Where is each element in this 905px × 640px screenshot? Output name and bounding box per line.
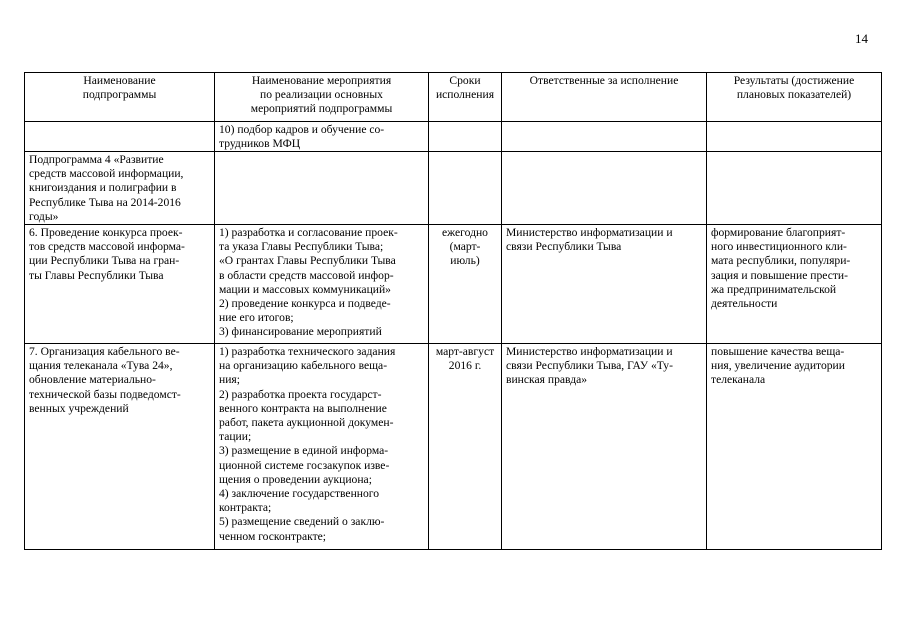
cell-deadline <box>429 152 502 225</box>
header-responsible: Ответственные за исполнение <box>502 73 707 122</box>
cell-responsible: Министерство информатизации и связи Республики Тыва, ГАУ «Ту- винская правда» <box>502 344 707 550</box>
program-table <box>24 72 882 550</box>
cell-subprogram: 7. Организация кабельного ве- щания телеканала «Тува 24», обновление материально- технической базы подведомст- венных учреждений <box>25 344 215 550</box>
cell-responsible: Министерство информатизации и связи Республики Тыва <box>502 225 707 344</box>
cell-activity <box>215 152 429 225</box>
cell-responsible <box>502 152 707 225</box>
header-subprogram: Наименование подпрограммы <box>25 73 215 122</box>
table-row <box>25 152 882 225</box>
cell-subprogram: 6. Проведение конкурса проек- тов средств массовой информа- ции Республики Тыва на гран- ты Главы Республики Тыва <box>25 225 215 344</box>
cell-deadline: ежегодно (март- июль) <box>429 225 502 344</box>
cell-results <box>707 121 882 151</box>
table-row <box>25 121 882 151</box>
cell-deadline: март-август 2016 г. <box>429 344 502 550</box>
header-deadline: Сроки исполнения <box>429 73 502 122</box>
table-row <box>25 344 882 550</box>
cell-subprogram <box>25 121 215 151</box>
cell-activity: 10) подбор кадров и обучение со- трудников МФЦ <box>215 121 429 151</box>
cell-deadline <box>429 121 502 151</box>
cell-responsible <box>502 121 707 151</box>
cell-subprogram: Подпрограмма 4 «Развитие средств массовой информации, книгоиздания и полиграфии в Республике Тыва на 2014-2016 годы» <box>25 152 215 225</box>
header-row <box>25 73 882 122</box>
cell-results: повышение качества веща- ния, увеличение аудитории телеканала <box>707 344 882 550</box>
cell-activity: 1) разработка и согласование проек- та указа Главы Республики Тыва; «О грантах Главы Республики Тыва в области средств массовой инфор- мации и массовых коммуникаций» 2) проведение конкурса и подведе- ние его итогов; 3) финансирование мероприятий <box>215 225 429 344</box>
cell-results <box>707 152 882 225</box>
page-number: 14 <box>855 31 868 46</box>
header-activity: Наименование мероприятия по реализации основных мероприятий подпрограммы <box>215 73 429 122</box>
cell-activity: 1) разработка технического задания на организацию кабельного веща- ния; 2) разработка проекта государст- венного контракта на выполнение работ, пакета аукционной докумен- тации; 3) размещение в единой информа- ционной системе госзакупок изве- щения о проведении аукциона; 4) заключение государственного контракта; 5) размещение сведений о заклю- ченном госконтракте; <box>215 344 429 550</box>
table-row <box>25 225 882 344</box>
header-results: Результаты (достижение плановых показателей) <box>707 73 882 122</box>
cell-results: формирование благоприят- ного инвестиционного кли- мата республики, популяри- зация и повышение прести- жа предпринимательской деятельности <box>707 225 882 344</box>
